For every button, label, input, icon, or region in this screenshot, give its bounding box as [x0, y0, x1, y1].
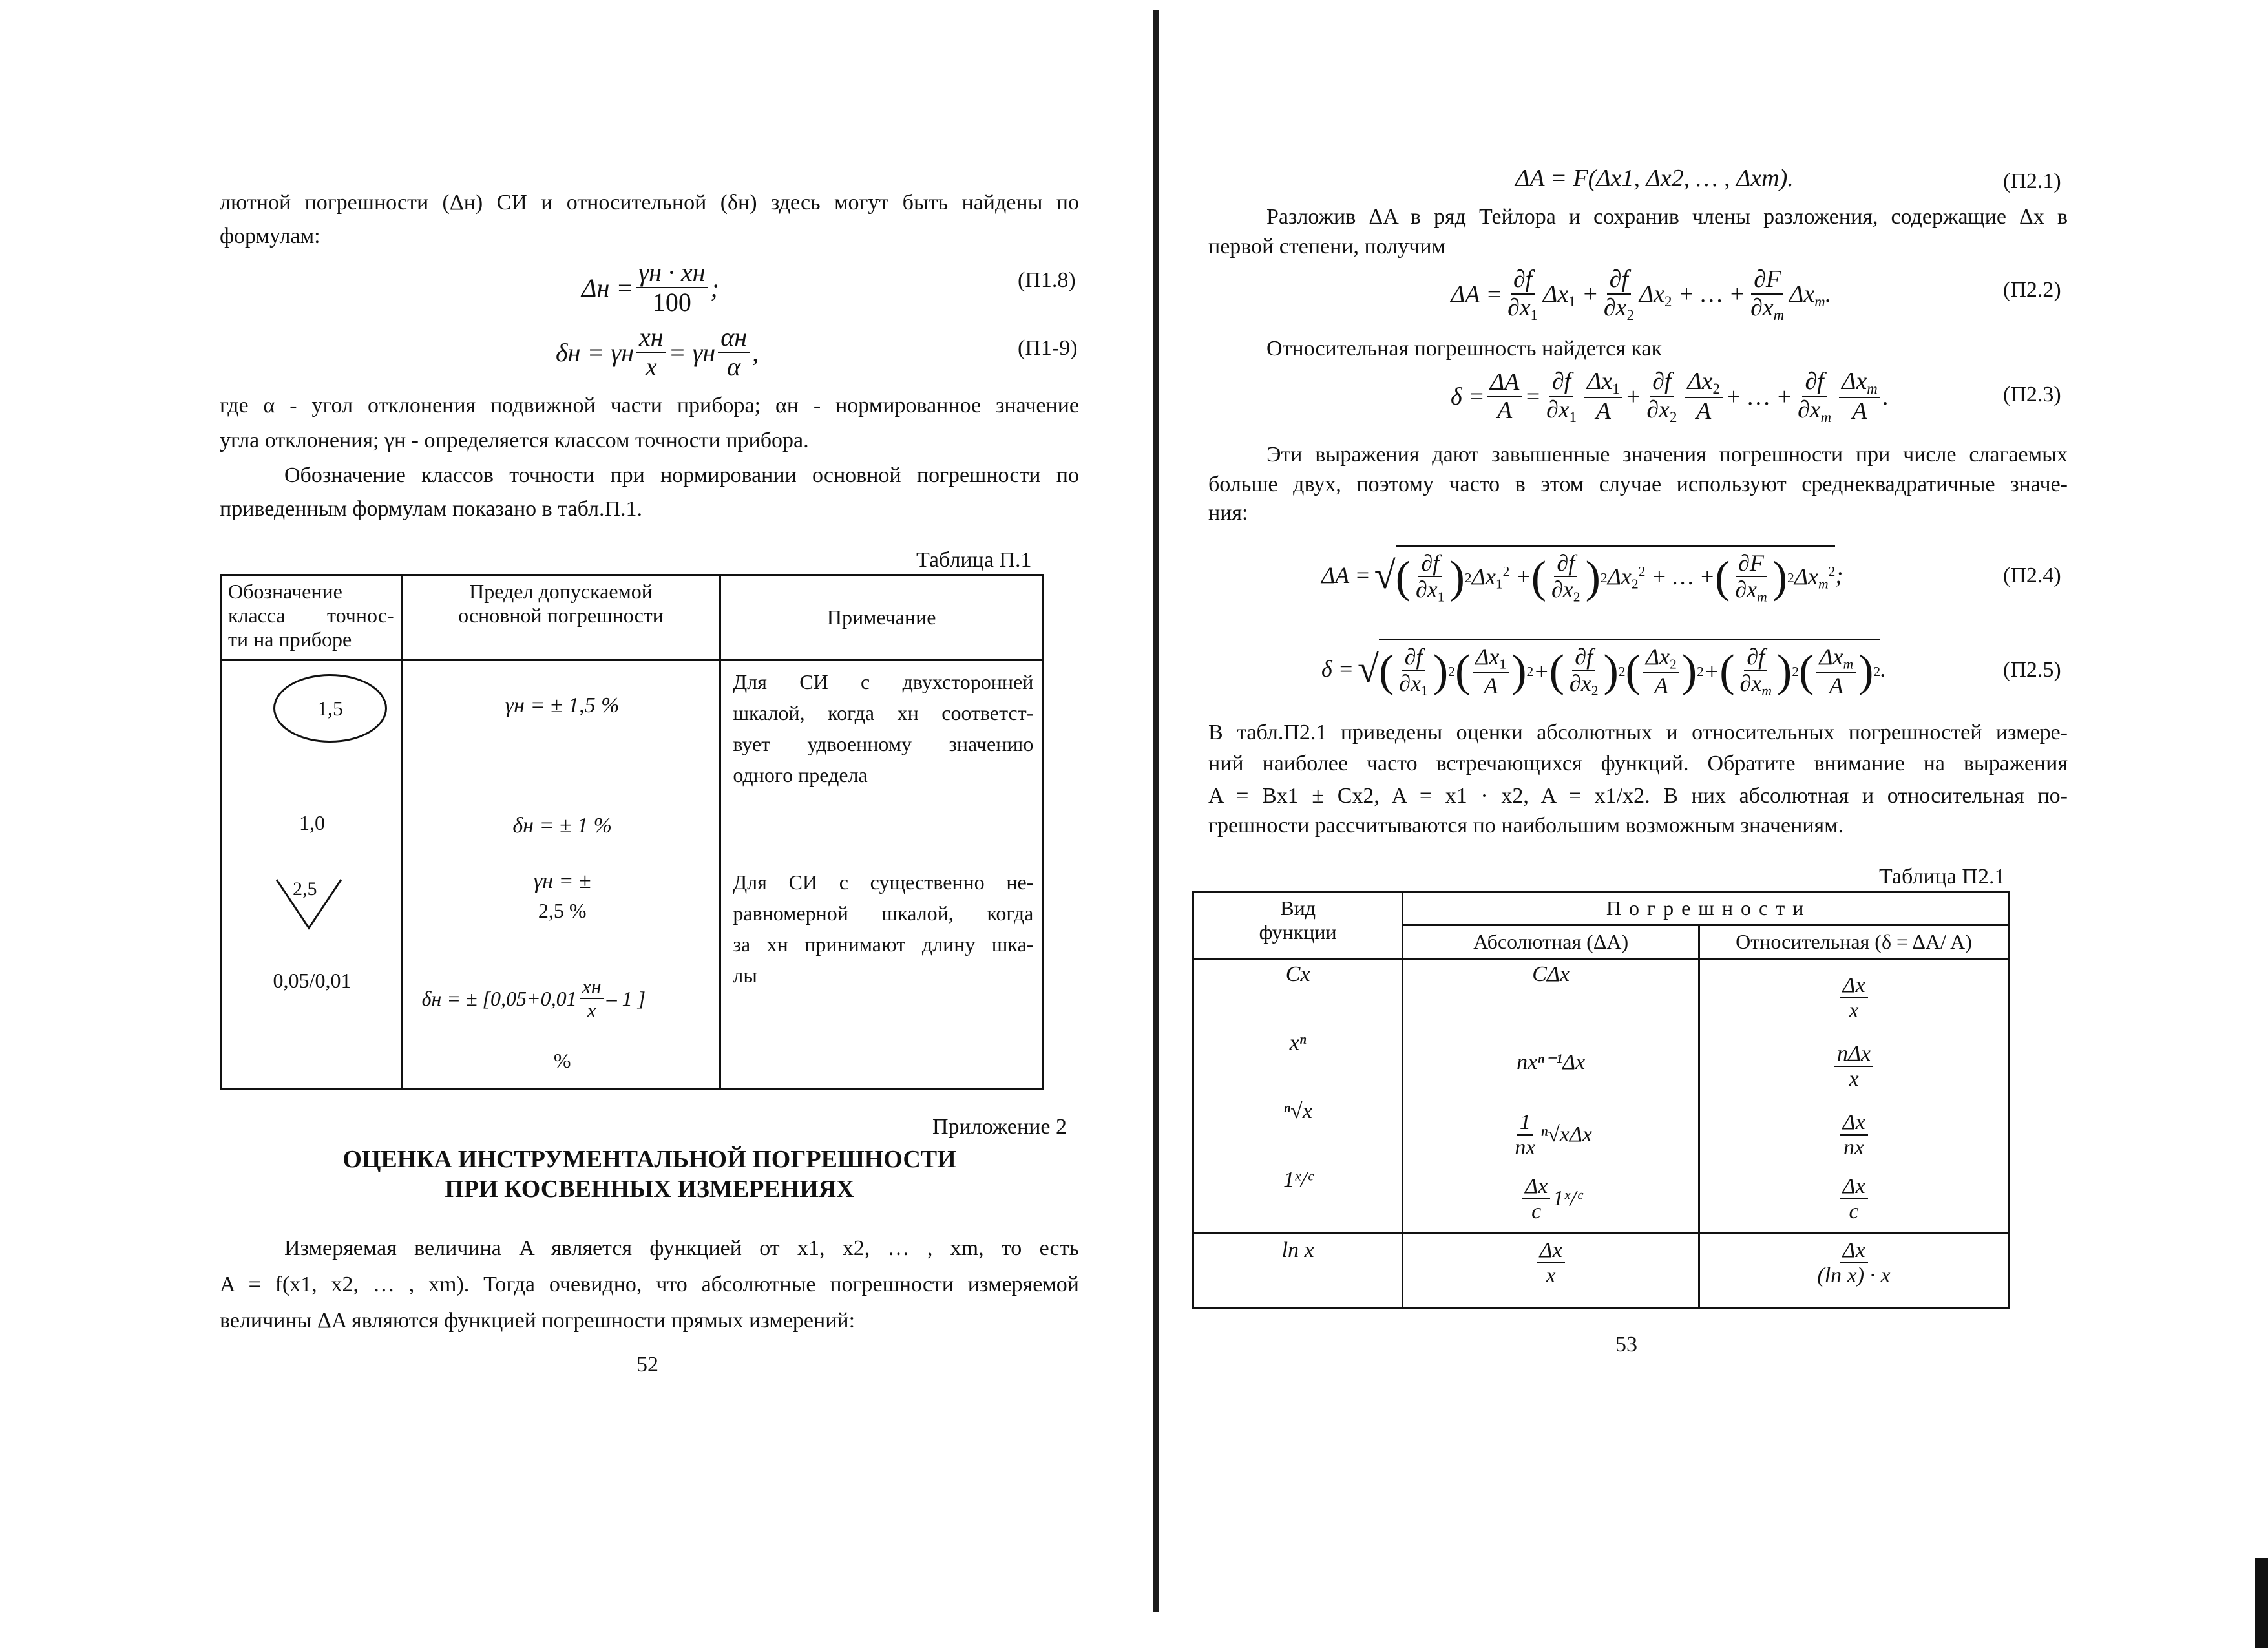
definition-line-2: угла отклонения; γн - определяется классом точности прибора.: [220, 428, 809, 452]
page-number-right: 53: [1615, 1333, 1637, 1357]
paragraph-3-line-3: величины ΔA являются функцией погрешности прямых измерений:: [220, 1309, 856, 1333]
limit-1-5: γн = ± 1,5 %: [505, 693, 620, 717]
page-number-left: 52: [636, 1353, 658, 1377]
eq-p19-num1: xн: [636, 323, 666, 353]
eq-p19-num2: αн: [718, 323, 750, 353]
func-row-3: ⁿ√x: [1283, 1099, 1312, 1123]
eq-p18-den: 100: [652, 288, 691, 317]
limit-1-0: δн = ± 1 %: [512, 814, 612, 838]
table-p2-1: [1192, 891, 2010, 1309]
appendix-heading-line-1: ОЦЕНКА ИНСТРУМЕНТАЛЬНОЙ ПОГРЕШНОСТИ: [342, 1146, 956, 1173]
table-p1-header-row: [221, 575, 1043, 660]
definition-line-1: где α - угол отклонения подвижной части прибора; αн - нормированное значение: [220, 394, 1079, 417]
eq-p19-tail: ,: [752, 337, 759, 367]
rel-row-3: $\frac{\Delta x}{nx}$: [1706, 1101, 2001, 1169]
right-paragraph-1-line-2: первой степени, получим: [1208, 235, 1446, 259]
table-p2-1-header-abs: Абсолютная (ΔA): [1403, 925, 1699, 959]
eq-p19-lhs: δн = γн: [556, 337, 635, 367]
func-row-1: Cx: [1285, 962, 1310, 986]
table-p1-note-cell: [720, 660, 1043, 1089]
func-row-4: 1ˣ/ᶜ: [1283, 1168, 1313, 1192]
limit-0-05-unit: %: [553, 1049, 571, 1072]
paragraph-2-line-1: Обозначение классов точности при нормировании основной погрешности по: [284, 463, 1079, 487]
right-paragraph-4-line-3: A = Bx1 ± Cx2, A = x1 · x2, A = x1/x2. В них абсолютная и относительная по-: [1208, 784, 2068, 808]
eq-p18-lhs: Δн =: [582, 273, 634, 302]
appendix-label: Приложение 2: [932, 1115, 1067, 1139]
equation-p1-8-label: (П1.8): [1018, 268, 1076, 292]
table-p1-caption: Таблица П.1: [916, 548, 1032, 572]
equation-p2-3-label: (П2.3): [2003, 383, 2061, 407]
limit-2-5-line-1: γн = ±: [533, 869, 591, 893]
abs-row-5: $\frac{\Delta x}{x}$: [1403, 1234, 1699, 1308]
equation-p2-5: δ = √ ( $\frac{\partial f}{\partial x_1}$ ) 2 ( $\frac{\Delta x_1}{A}$ ) 2 + ( $\frac{\partial f}{\partial x_2}$ ) 2 ( $\frac{\Delta x_2}{A}$ ) 2 + ( $\frac{\partial f}{\partial x_m}$ ) 2 ( $\frac{\Delta x_m}{A}$ ) 2 .: [1321, 620, 1886, 717]
eq-p19-den1: x: [645, 352, 657, 381]
equation-p2-1-label: (П2.1): [2003, 169, 2061, 193]
intro-line-2: формулам:: [220, 224, 320, 248]
appendix-heading-line-2: ПРИ КОСВЕННЫХ ИЗМЕРЕНИЯХ: [445, 1176, 854, 1203]
paragraph-2-line-2: приведенным формулам показано в табл.П.1.: [220, 497, 643, 521]
class-0-05-0-01: 0,05/0,01: [273, 969, 352, 992]
table-p1-header-limit: Предел допускаемой основной погрешности: [401, 575, 720, 660]
right-paragraph-3-line-2: больше двух, поэтому часто в этом случае используют среднеквадратичные значе-: [1208, 472, 2068, 496]
eq-p18-tail: ;: [710, 273, 719, 302]
rel-row-4: $\frac{\Delta x}{c}$: [1706, 1169, 2001, 1229]
abs-row-4: $\frac{\Delta x}{c}$ 1ˣ/ᶜ: [1410, 1169, 1692, 1229]
class-2-5-label: 2,5: [293, 878, 317, 900]
table-p2-1-header-row-1: [1193, 892, 2009, 925]
table-p2-1-header-rel: Относительная (δ = ΔA/ A): [1699, 925, 2009, 959]
note-row-3: Для СИ с существенно не- равномерной шкалой, когда за xн принимают длину шка- лы: [733, 871, 1034, 987]
table-p1-limit-cell: [401, 660, 720, 1089]
table-p1: [220, 574, 1044, 1090]
limit-2-5-line-2: 2,5 %: [538, 899, 587, 922]
table-p2-1-caption: Таблица П2.1: [1879, 865, 2006, 889]
equation-p2-3: δ = $\frac{\Delta A}{A}$ = $\frac{\partial f}{\partial x_1}$ $\frac{\Delta x_1}{A}$ + $\frac{\partial f}{\partial x_2}$ $\frac{\Delta x_2}{A}$ + … + $\frac{\partial f}{\partial x_m}$ $\frac{\Delta x_m}{A}$ .: [1451, 368, 1889, 425]
equation-p2-5-label: (П2.5): [2003, 658, 2061, 682]
rel-row-2: $\frac{\text{nΔx}}{x}$: [1706, 1032, 2001, 1101]
table-p2-1-last-row: [1193, 1234, 2009, 1308]
table-p2-1-rel-col: [1699, 959, 2009, 1234]
right-paragraph-1-line-1: Разложив ΔA в ряд Тейлора и сохранив члены разложения, содержащие Δx в: [1266, 205, 2068, 229]
func-row-2: xⁿ: [1289, 1031, 1307, 1055]
right-paragraph-4-line-2: ний наиболее часто встречающихся функций. Обратите внимание на выражения: [1208, 752, 2068, 776]
note-row-1: Для СИ с двухсторонней шкалой, когда xн соответст- вует удвоенному значению одного предела: [733, 670, 1034, 787]
eq-p19-den2: α: [727, 352, 741, 381]
table-p1-class-cell: [221, 660, 402, 1089]
limit-0-05-formula: δн = ± [0,05+0,01 $\frac{xн}{x}$ – 1 ]: [421, 975, 646, 1022]
table-p2-1-header-func: Вид функции: [1193, 892, 1403, 959]
right-paragraph-4-line-1: В табл.П2.1 приведены оценки абсолютных и относительных погрешностей измере-: [1208, 721, 2068, 745]
right-paragraph-3-line-3: ния:: [1208, 501, 1248, 525]
table-p1-header-class: Обозначение класса точнос- ти на приборе: [221, 575, 402, 660]
table-p2-1-func-col: [1193, 959, 1403, 1234]
table-p1-body-row: [221, 660, 1043, 1089]
eq-p18-num: γн · xн: [636, 259, 708, 288]
class-2-5-triangle-symbol: [273, 873, 344, 936]
table-p2-1-abs-col: [1403, 959, 1699, 1234]
equation-p2-4-label: (П2.4): [2003, 564, 2061, 587]
intro-line-1: лютной погрешности (Δн) СИ и относительной (δн) здесь могут быть найдены по: [220, 191, 1079, 215]
equation-p2-2-label: (П2.2): [2003, 278, 2061, 302]
eq-p19-mid: = γн: [668, 337, 716, 367]
equation-p2-4: ΔA = √ ( $\frac{\partial f}{\partial x_1}$ ) 2 $\Delta x_1^2$ + ( $\frac{\partial f}{\partial x_2}$ ) 2 $\Delta x_2^2$ + … + ( $\frac{\partial F}{\partial x_m}$ ) 2 $\Delta x_m^2$ ;: [1321, 527, 1843, 624]
equation-p1-9-label: (П1-9): [1018, 336, 1078, 360]
rel-row-5: $\frac{\Delta x}{\text{(ln x) · x}}$: [1699, 1234, 2009, 1308]
table-p2-1-group-header: П о г р е ш н о с т и: [1403, 892, 2009, 925]
abs-row-1: CΔx: [1532, 962, 1570, 986]
class-1-0: 1,0: [299, 811, 325, 834]
paragraph-3-line-2: A = f(x1, x2, … , xm). Тогда очевидно, что абсолютные погрешности измеряемой: [220, 1273, 1079, 1296]
paragraph-3-line-1: Измеряемая величина A является функцией от x1, x2, … , xm, то есть: [284, 1236, 1079, 1260]
func-row-5: ln x: [1193, 1234, 1403, 1308]
class-1-5-circle-symbol: 1,5: [273, 674, 387, 743]
right-paragraph-3-line-1: Эти выражения дают завышенные значения погрешности при числе слагаемых: [1266, 443, 2068, 467]
right-paragraph-2: Относительная погрешность найдется как: [1266, 337, 1662, 361]
right-paragraph-4-line-4: грешности рассчитываются по наибольшим возможным значениям.: [1208, 814, 1844, 838]
right-page: [1163, 0, 2268, 1648]
rel-row-1: $\frac{\Delta x}{x}$: [1706, 964, 2001, 1032]
abs-row-3: $\frac{1}{nx}$ ⁿ√xΔx: [1515, 1110, 1592, 1159]
abs-row-2: nxⁿ⁻¹Δx: [1517, 1050, 1586, 1074]
equation-p1-8: [582, 252, 719, 323]
table-p2-1-body: [1193, 959, 2009, 1234]
equation-p2-1: ΔA = F(Δx1, Δx2, … , Δxm).: [1515, 165, 1794, 192]
table-p1-header-note: Примечание: [720, 575, 1043, 660]
equation-p1-9: [556, 317, 759, 388]
equation-p2-2: ΔA = $\frac{\partial f}{\partial x_1}$ $\Delta x_1$ + $\frac{\partial f}{\partial x_2}$ $\Delta x_2$ + … + $\frac{\partial F}{\partial x_m}$ $\Delta x_m$.: [1451, 266, 1832, 323]
